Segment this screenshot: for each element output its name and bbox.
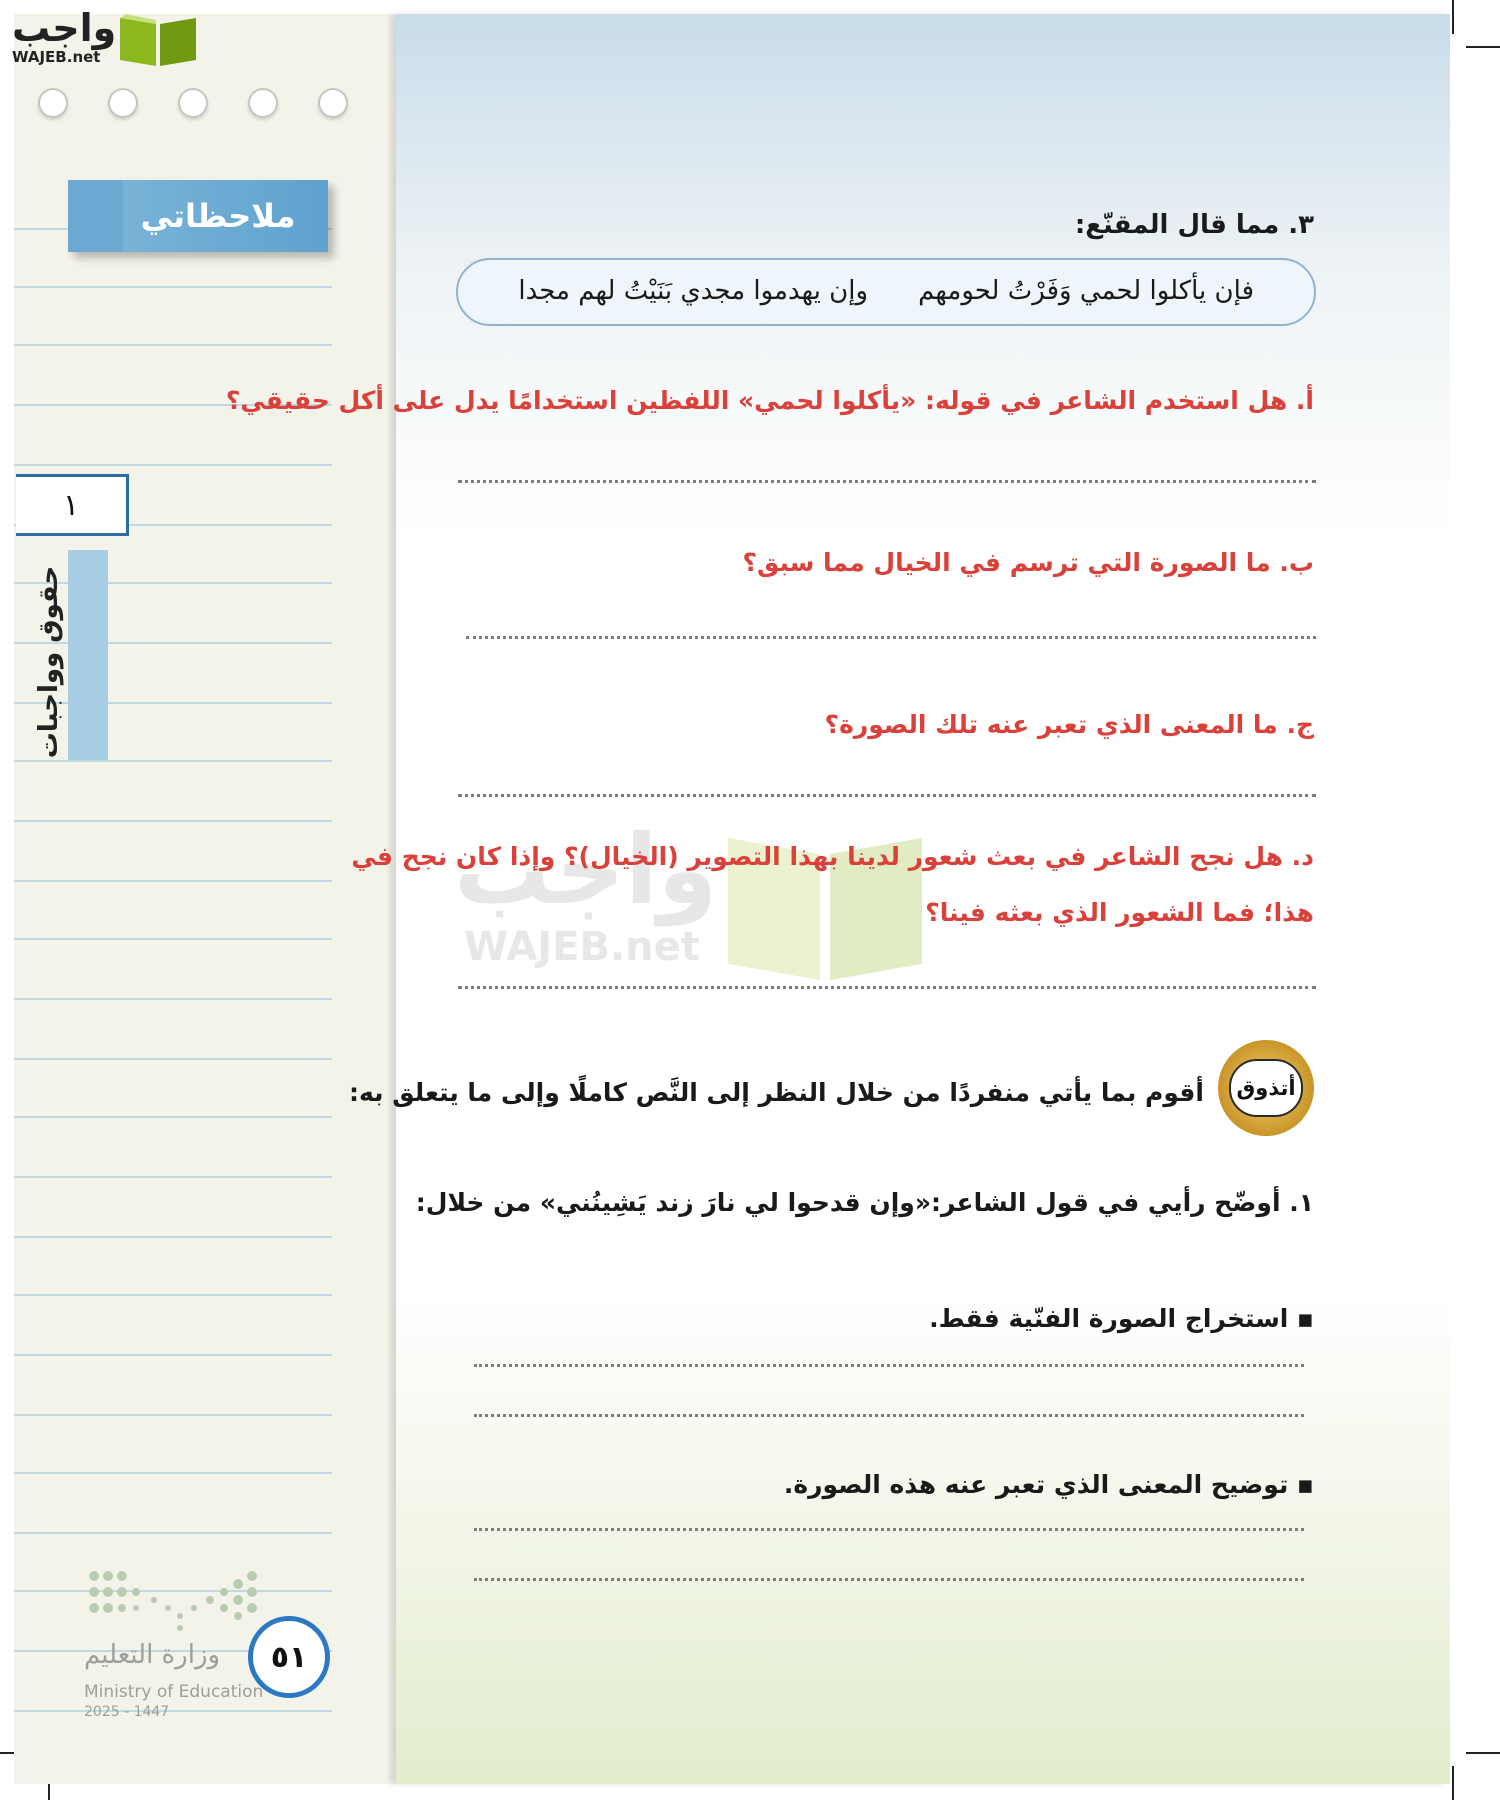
- answer-line[interactable]: [458, 986, 1316, 989]
- notes-sidebar: [14, 14, 396, 1784]
- binder-ring: [38, 88, 68, 118]
- notebook-rule: [14, 1532, 332, 1534]
- verse-second-hemistich: وإن يهدموا مجدي بَنَيْتُ لهم مجدا: [518, 276, 868, 306]
- watermark: [444, 814, 864, 984]
- crop-mark: [1466, 46, 1500, 48]
- ministry-year: 2025 - 1447: [84, 1704, 170, 1720]
- binder-ring: [248, 88, 278, 118]
- bullet-1: ▪ استخراج الصورة الفنّية فقط.: [929, 1304, 1314, 1333]
- item-1: ١. أوضّح رأيي في قول الشاعر:«وإن قدحوا لي نارَ زند يَشِينُني» من خلال:: [415, 1188, 1314, 1217]
- watermark-book-icon: [720, 814, 930, 984]
- notes-title: ملاحظاتي: [140, 197, 296, 235]
- ministry-name-en: Ministry of Education: [84, 1682, 264, 1702]
- taste-badge-label: أتذوق: [1229, 1059, 1303, 1117]
- notebook-rule: [14, 820, 332, 822]
- poem-verse-box: [456, 258, 1316, 326]
- answer-line[interactable]: [466, 636, 1316, 639]
- page-number-text: ٥١: [270, 1639, 308, 1675]
- watermark-word: واجب: [454, 814, 718, 926]
- unit-number-box: [16, 474, 129, 536]
- answer-line[interactable]: [474, 1364, 1304, 1367]
- bullet-2: ▪ توضيح المعنى الذي تعبر عنه هذه الصورة.: [783, 1470, 1314, 1499]
- notebook-rule: [14, 1354, 332, 1356]
- wajeb-logo: [12, 6, 192, 66]
- unit-title: حقوق وواجبات: [34, 565, 64, 759]
- notebook-rule: [14, 998, 332, 1000]
- taste-badge: [1218, 1040, 1314, 1136]
- answer-line[interactable]: [474, 1528, 1304, 1531]
- question-c: ج. ما المعنى الذي تعبر عنه تلك الصورة؟: [824, 710, 1314, 739]
- binder-ring: [318, 88, 348, 118]
- watermark-net: WAJEB.net: [464, 924, 700, 970]
- unit-number: ١: [62, 487, 80, 523]
- crop-mark: [1466, 1752, 1500, 1754]
- notebook-rule: [14, 938, 332, 940]
- notebook-rule: [14, 1414, 332, 1416]
- question-a: أ. هل استخدم الشاعر في قوله: «يأكلوا لحمي» اللفظين استخدامًا يدل على أكل حقيقي؟: [225, 386, 1314, 415]
- notebook-rule: [14, 1058, 332, 1060]
- notebook-rule: [14, 1472, 332, 1474]
- logo-net: WAJEB.net: [12, 48, 101, 66]
- ministry-name-ar: وزارة التعليم: [84, 1640, 221, 1670]
- taste-intro: أقوم بما يأتي منفردًا من خلال النظر إلى النَّص كاملًا وإلى ما يتعلق به:: [349, 1078, 1204, 1107]
- question-d-line1: د. هل نجح الشاعر في بعث شعور لدينا بهذا التصوير (الخيال)؟ وإذا كان نجح في: [351, 842, 1314, 871]
- notebook-rule: [14, 1236, 332, 1238]
- notebook-rule: [14, 344, 332, 346]
- notebook-rule: [14, 1176, 332, 1178]
- book-icon: [116, 10, 200, 68]
- question-3-title: ٣. مما قال المقنّع:: [1074, 210, 1314, 240]
- notebook-rule: [14, 1294, 332, 1296]
- question-d-line2: هذا؛ فما الشعور الذي بعثه فينا؟: [925, 898, 1314, 927]
- answer-line[interactable]: [474, 1578, 1304, 1581]
- tab-lip: [68, 180, 123, 252]
- binder-ring: [108, 88, 138, 118]
- notes-title-tab: [68, 180, 328, 252]
- unit-tab: [68, 550, 108, 760]
- binder-ring: [178, 88, 208, 118]
- crop-mark: [1452, 1766, 1454, 1800]
- answer-line[interactable]: [458, 794, 1316, 797]
- page-number: [248, 1616, 330, 1698]
- verse-first-hemistich: فإن يأكلوا لحمي وَفَرْتُ لحومهم: [918, 276, 1254, 306]
- answer-line[interactable]: [474, 1414, 1304, 1417]
- logo-word: واجب: [12, 6, 117, 50]
- crop-mark: [1452, 0, 1454, 34]
- question-b: ب. ما الصورة التي ترسم في الخيال مما سبق؟: [742, 548, 1314, 577]
- notebook-rule: [14, 1116, 332, 1118]
- notebook-rule: [14, 286, 332, 288]
- notebook-rule: [14, 880, 332, 882]
- ministry-dots-icon: [84, 1564, 274, 1634]
- notebook-rule: [14, 464, 332, 466]
- answer-line[interactable]: [458, 480, 1316, 483]
